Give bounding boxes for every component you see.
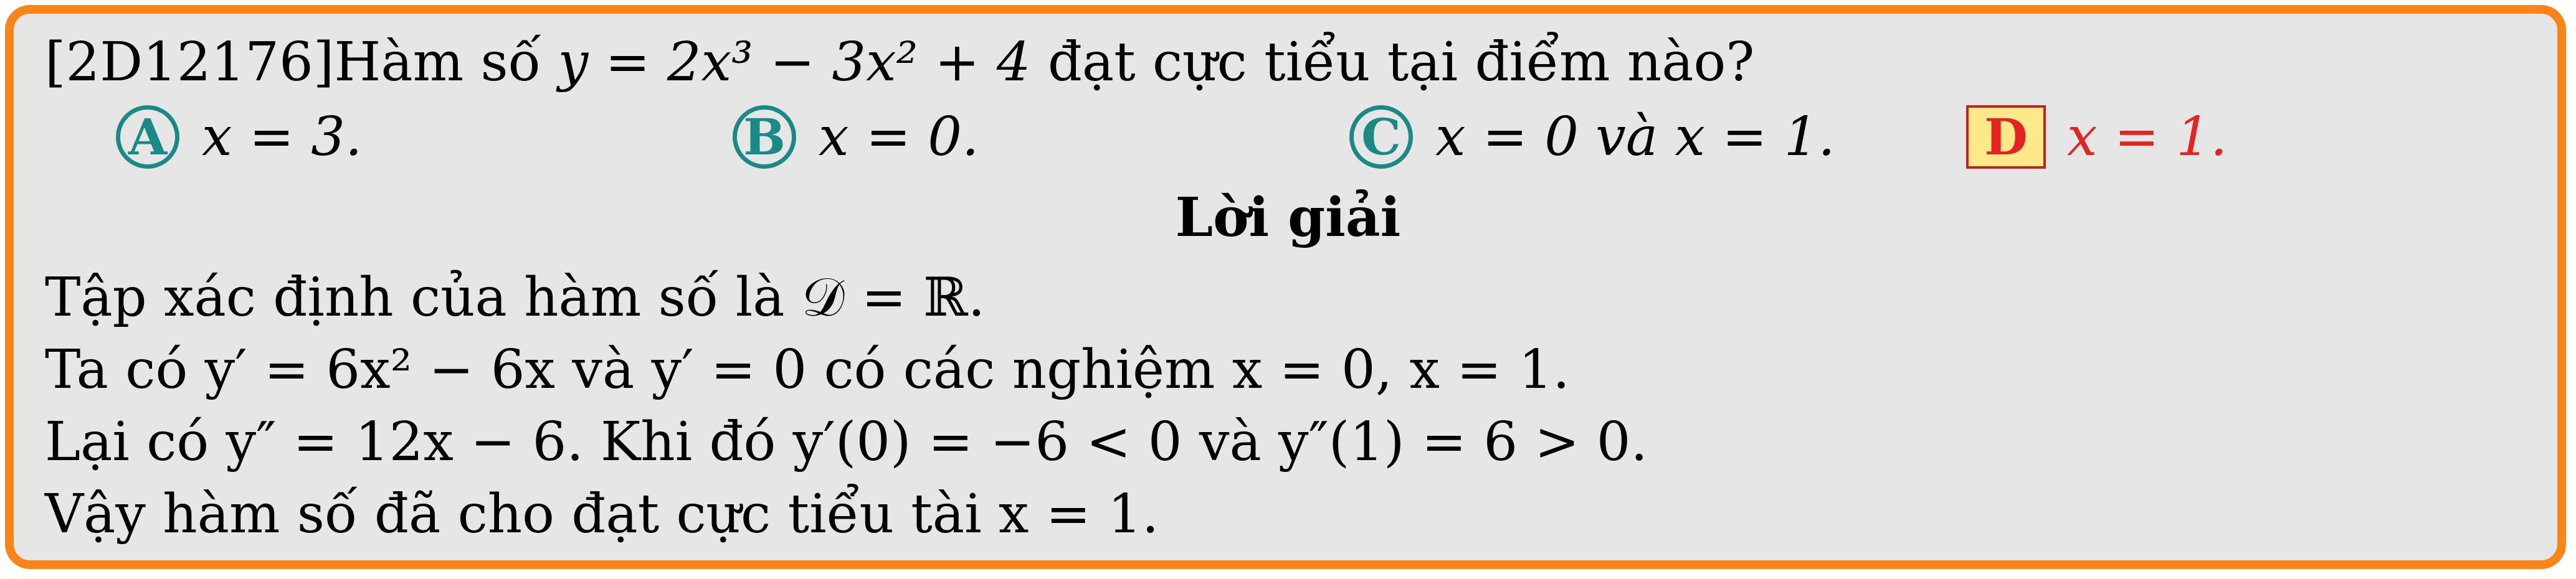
solution-line-1: Tập xác định của hàm số là 𝒟 = ℝ. bbox=[45, 266, 986, 329]
question-id: [2D12176] bbox=[45, 31, 335, 93]
option-d-marker-correct: D bbox=[1966, 105, 2046, 169]
question-text-before: Hàm số bbox=[334, 31, 558, 93]
option-b-text: x = 0. bbox=[819, 106, 979, 168]
solution-line-3: Lại có y″ = 12x − 6. Khi đó y′(0) = −6 < 0 và y″(1) = 6 > 0. bbox=[45, 411, 1648, 473]
option-d[interactable] bbox=[1966, 102, 2227, 172]
solution-line-4: Vậy hàm số đã cho đạt cực tiểu tài x = 1. bbox=[45, 483, 1159, 545]
option-a-marker: A bbox=[116, 105, 179, 169]
option-c-marker: C bbox=[1349, 105, 1413, 169]
question-formula: y = 2x³ − 3x² + 4 bbox=[558, 31, 1031, 93]
option-a-text: x = 3. bbox=[202, 106, 363, 168]
option-b-marker: B bbox=[733, 105, 796, 169]
option-b[interactable] bbox=[733, 102, 979, 172]
solution-heading: Lời giải bbox=[1175, 186, 1401, 249]
question-text-after: đạt cực tiểu tại điểm nào? bbox=[1030, 31, 1755, 93]
option-c[interactable] bbox=[1349, 102, 1835, 172]
option-a[interactable] bbox=[116, 102, 362, 172]
option-d-text: x = 1. bbox=[2067, 106, 2228, 168]
question-line bbox=[45, 31, 1754, 93]
solution-line-2: Ta có y′ = 6x² − 6x và y′ = 0 có các nghiệm x = 0, x = 1. bbox=[45, 339, 1570, 401]
option-c-text: x = 0 và x = 1. bbox=[1435, 106, 1835, 168]
